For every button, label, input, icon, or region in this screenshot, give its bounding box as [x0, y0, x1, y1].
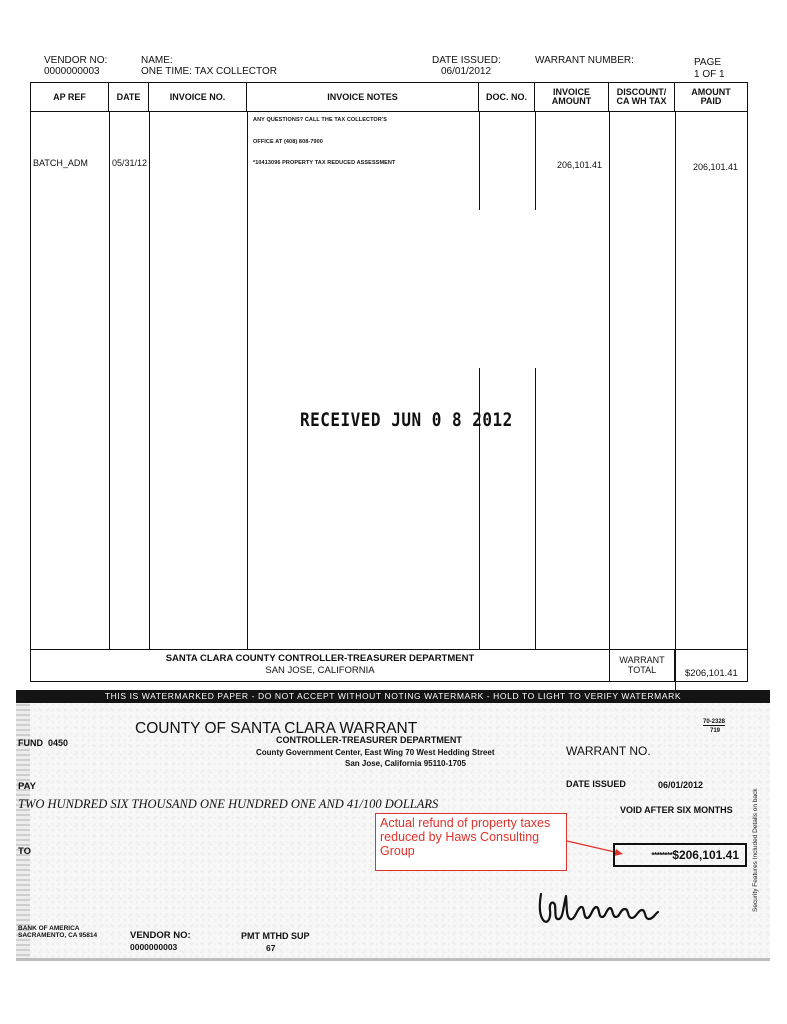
amount-value: $206,101.41	[672, 848, 739, 862]
row-invoice-amount: 206,101.41	[557, 160, 603, 170]
vendor-no-label: VENDOR NO:	[44, 55, 108, 66]
pay-label: PAY	[18, 781, 36, 792]
footer-dept: SANTA CLARA COUNTY CONTROLLER-TREASURER DEPARTMENT	[165, 653, 475, 664]
pmt-method-value: 67	[266, 943, 276, 953]
name-label: NAME:	[141, 55, 173, 66]
col-rule	[609, 112, 610, 650]
row-amount-paid: 206,101.41	[693, 162, 739, 172]
col-header-doc-no: DOC. NO.	[479, 83, 535, 112]
warrant-dept: CONTROLLER-TREASURER DEPARTMENT	[276, 735, 462, 745]
footer-city: SAN JOSE, CALIFORNIA	[265, 665, 375, 676]
received-stamp: RECEIVED JUN 0 8 2012	[300, 408, 513, 431]
row-ap-ref: BATCH_ADM	[33, 158, 88, 168]
amount-in-words: TWO HUNDRED SIX THOUSAND ONE HUNDRED ONE AND 41/100 DOLLARS	[18, 797, 439, 811]
amount-stars: ********	[651, 850, 673, 860]
watermark-notice: THIS IS WATERMARKED PAPER - DO NOT ACCEPT WITHOUT NOTING WATERMARK - HOLD TO LIGHT TO VERIFY WATERMARK	[16, 690, 770, 703]
bank-line-1: BANK OF AMERICA	[18, 925, 80, 932]
vendor-name: ONE TIME: TAX COLLECTOR	[141, 66, 277, 77]
warrant-total-value: $206,101.41	[685, 668, 738, 679]
page-value: 1 OF 1	[694, 69, 725, 80]
signature-image	[535, 888, 665, 930]
warrant-edge	[16, 958, 770, 961]
col-rule	[479, 112, 480, 210]
col-header-date: DATE	[109, 83, 149, 112]
security-features-note: Security Features Included Details on back	[752, 788, 759, 912]
void-notice: VOID AFTER SIX MONTHS	[620, 805, 733, 815]
col-rule	[675, 112, 676, 710]
page-label: PAGE	[694, 57, 722, 68]
warrant-title: COUNTY OF SANTA CLARA WARRANT	[135, 720, 418, 737]
col-header-invoice-amount: INVOICE AMOUNT	[535, 83, 609, 112]
date-issued-label: DATE ISSUED:	[432, 55, 501, 66]
annotation-note: Actual refund of property taxes reduced by Haws Consulting Group	[375, 813, 567, 871]
col-rule	[109, 112, 110, 650]
col-header-ap-ref: AP REF	[31, 83, 109, 112]
date-issued-label-warrant: DATE ISSUED	[566, 779, 626, 789]
date-issued-warrant: 06/01/2012	[658, 780, 704, 790]
warrant-address-1: County Government Center, East Wing 70 West Hedding Street	[256, 748, 495, 757]
invoice-table	[30, 82, 748, 682]
amount-box	[613, 843, 747, 867]
bank-line-2: SACRAMENTO, CA 95814	[18, 932, 98, 939]
fund-value: 0450	[48, 738, 69, 748]
col-header-invoice-notes: INVOICE NOTES	[247, 83, 479, 112]
warrant-address-2: San Jose, California 95110-1705	[345, 759, 466, 768]
col-header-invoice-no: INVOICE NO.	[149, 83, 247, 112]
col-header-discount: DISCOUNT/ CA WH TAX	[609, 83, 675, 112]
fund-label: FUND	[18, 738, 43, 748]
vendor-no-label-warrant: VENDOR NO:	[130, 930, 191, 941]
invoice-note-line: OFFICE AT (408) 808-7900	[253, 139, 323, 145]
to-label: TO	[18, 846, 32, 857]
routing-bottom: 719	[710, 728, 721, 734]
vendor-no-warrant: 0000000003	[130, 942, 178, 952]
vendor-no: 0000000003	[44, 66, 100, 77]
warrant-number-label: WARRANT NUMBER:	[535, 55, 634, 66]
invoice-note-line: *10413096 PROPERTY TAX REDUCED ASSESSMENT	[253, 160, 396, 166]
pmt-method-label: PMT MTHD SUP	[241, 931, 310, 941]
warrant-no-label: WARRANT NO.	[566, 744, 651, 758]
invoice-note-line: ANY QUESTIONS? CALL THE TAX COLLECTOR'S	[253, 117, 388, 123]
col-rule	[247, 112, 248, 650]
date-issued: 06/01/2012	[441, 66, 492, 77]
col-rule	[535, 112, 536, 210]
col-rule	[535, 368, 536, 650]
row-date: 05/31/12	[112, 158, 148, 168]
routing-top: 70-2328	[703, 719, 726, 725]
warrant-total-label: WARRANT TOTAL	[619, 655, 665, 675]
col-header-amount-paid: AMOUNT PAID	[675, 83, 747, 112]
col-rule	[149, 112, 150, 650]
